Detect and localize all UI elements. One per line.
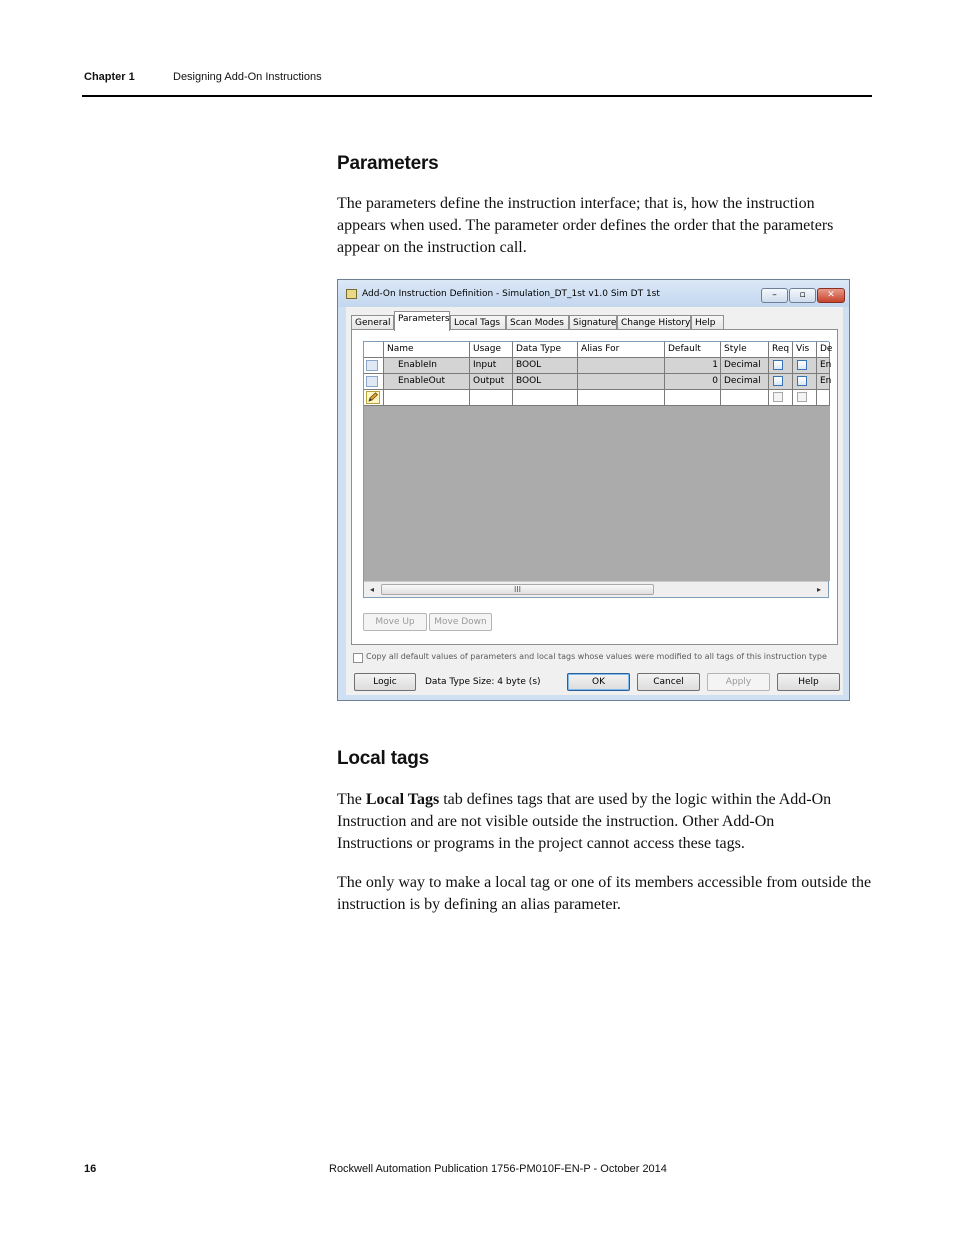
cell-name[interactable]: EnableIn xyxy=(384,358,470,374)
req-checkbox[interactable] xyxy=(773,360,783,370)
pencil-icon xyxy=(366,391,380,404)
dialog-titlebar xyxy=(338,280,849,307)
new-cell-req xyxy=(769,390,793,406)
row-selector-mark xyxy=(366,376,378,387)
tab-parameters[interactable]: Parameters xyxy=(394,311,450,331)
grid-corner xyxy=(364,342,384,358)
scrollbar-thumb[interactable]: III xyxy=(381,584,654,595)
chapter-title: Designing Add-On Instructions xyxy=(173,71,322,83)
cell-usage[interactable]: Output xyxy=(470,374,513,390)
paragraph-line: Instructions or programs in the project cannot access these tags. xyxy=(337,835,745,852)
help-button[interactable]: Help xyxy=(777,673,840,691)
publication-info: Rockwell Automation Publication 1756-PM010F-EN-P - October 2014 xyxy=(329,1163,667,1175)
row-selector[interactable] xyxy=(364,358,384,374)
logic-button[interactable]: Logic xyxy=(354,673,416,691)
new-cell-description[interactable] xyxy=(817,390,830,406)
cell-style[interactable]: Decimal xyxy=(721,358,769,374)
copy-defaults-label: Copy all default values of parameters and local tags whose values were modified to all tags of this instruction type xyxy=(366,652,827,661)
tab-signature[interactable]: Signature xyxy=(569,315,617,330)
cell-data-type[interactable]: BOOL xyxy=(513,374,578,390)
dialog-body xyxy=(346,307,843,695)
new-cell-vis xyxy=(793,390,817,406)
column-header-vis[interactable]: Vis xyxy=(793,342,817,358)
tab-help[interactable]: Help xyxy=(691,315,724,330)
column-header-default[interactable]: Default xyxy=(665,342,721,358)
move-down-button[interactable]: Move Down xyxy=(429,613,492,631)
cell-usage[interactable]: Input xyxy=(470,358,513,374)
add-on-instruction-dialog xyxy=(337,279,850,701)
new-row-selector[interactable] xyxy=(364,390,384,406)
parameters-paragraph xyxy=(337,193,872,259)
local-tags-term: Local Tags xyxy=(365,791,440,808)
cell-vis xyxy=(793,374,817,390)
column-header-usage[interactable]: Usage xyxy=(470,342,513,358)
cell-default[interactable]: 0 xyxy=(665,374,721,390)
cell-alias-for[interactable] xyxy=(578,374,665,390)
column-header-name[interactable]: Name xyxy=(384,342,470,358)
cell-vis xyxy=(793,358,817,374)
column-header-alias-for[interactable]: Alias For xyxy=(578,342,665,358)
local-tags-paragraph-1 xyxy=(337,789,872,855)
cancel-button[interactable]: Cancel xyxy=(637,673,700,691)
tab-change-history[interactable]: Change History xyxy=(617,315,691,330)
new-cell-default[interactable] xyxy=(665,390,721,406)
column-header-description[interactable]: De xyxy=(817,342,830,358)
local-tags-paragraph-2 xyxy=(337,872,872,916)
paragraph-line: instruction is by defining an alias parameter. xyxy=(337,896,621,913)
req-checkbox[interactable] xyxy=(773,376,783,386)
tab-scan-modes[interactable]: Scan Modes xyxy=(506,315,569,330)
new-cell-data-type[interactable] xyxy=(513,390,578,406)
new-cell-alias-for[interactable] xyxy=(578,390,665,406)
cell-description[interactable]: En xyxy=(817,374,830,390)
row-selector-mark xyxy=(366,360,378,371)
horizontal-scrollbar[interactable] xyxy=(364,581,828,597)
row-selector[interactable] xyxy=(364,374,384,390)
new-cell-style[interactable] xyxy=(721,390,769,406)
vis-checkbox[interactable] xyxy=(797,360,807,370)
app-icon xyxy=(346,289,357,299)
chapter-label: Chapter 1 xyxy=(84,71,135,83)
cell-description[interactable]: En xyxy=(817,358,830,374)
paragraph-line xyxy=(337,789,872,811)
grid-empty-area xyxy=(364,406,830,581)
paragraph-line: appears when used. The parameter order defines the order that the parameters xyxy=(337,217,834,234)
dialog-title: Add-On Instruction Definition - Simulation_DT_1st v1.0 Sim DT 1st xyxy=(362,289,660,299)
cell-name[interactable]: EnableOut xyxy=(384,374,470,390)
parameters-grid xyxy=(363,341,833,598)
cell-req xyxy=(769,358,793,374)
cell-alias-for[interactable] xyxy=(578,358,665,374)
maximize-button[interactable]: ▫ xyxy=(789,288,816,303)
column-header-style[interactable]: Style xyxy=(721,342,769,358)
page-number: 16 xyxy=(84,1163,97,1175)
new-cell-usage[interactable] xyxy=(470,390,513,406)
paragraph-line: The only way to make a local tag or one of its members accessible from outside the xyxy=(337,874,872,891)
cell-data-type[interactable]: BOOL xyxy=(513,358,578,374)
new-cell-name[interactable] xyxy=(384,390,470,406)
scroll-left-arrow[interactable]: ◂ xyxy=(369,585,374,594)
data-type-size: Data Type Size: 4 byte (s) xyxy=(425,677,541,687)
parameters-panel xyxy=(351,329,838,645)
minimize-button[interactable]: – xyxy=(761,288,788,303)
paragraph-line: Instruction and are not visible outside the instruction. Other Add-On xyxy=(337,813,775,830)
scroll-right-arrow[interactable]: ▸ xyxy=(816,585,821,594)
cell-style[interactable]: Decimal xyxy=(721,374,769,390)
cell-default[interactable]: 1 xyxy=(665,358,721,374)
tab-general[interactable]: General xyxy=(351,315,394,330)
close-button[interactable]: ✕ xyxy=(817,288,845,303)
req-checkbox[interactable] xyxy=(773,392,783,402)
copy-defaults-checkbox[interactable] xyxy=(353,653,363,663)
vis-checkbox[interactable] xyxy=(797,376,807,386)
parameters-heading: Parameters xyxy=(337,153,439,174)
tab-local-tags[interactable]: Local Tags xyxy=(450,315,506,330)
header-rule xyxy=(82,95,872,97)
paragraph-line: The parameters define the instruction interface; that is, how the instruction xyxy=(337,195,815,212)
column-header-req[interactable]: Req xyxy=(769,342,793,358)
paragraph-line: appear on the instruction call. xyxy=(337,239,527,256)
local-tags-heading: Local tags xyxy=(337,748,429,769)
apply-button[interactable]: Apply xyxy=(707,673,770,691)
move-up-button[interactable]: Move Up xyxy=(363,613,427,631)
ok-button[interactable]: OK xyxy=(567,673,630,691)
cell-req xyxy=(769,374,793,390)
text-span: tab defines tags that are used by the logic within the Add-On xyxy=(439,791,832,808)
vis-checkbox[interactable] xyxy=(797,392,807,402)
text-span: The xyxy=(337,791,366,808)
column-header-data-type[interactable]: Data Type xyxy=(513,342,578,358)
